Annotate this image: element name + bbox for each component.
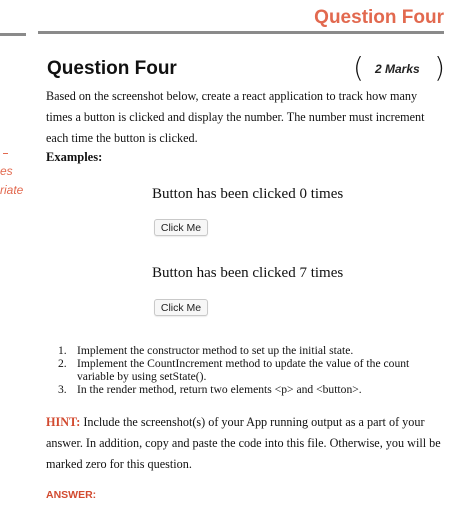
right-bracket-icon: )	[434, 51, 445, 84]
instruction-steps	[58, 344, 444, 396]
example-1-text: Button has been clicked 0 times	[152, 186, 344, 202]
marks-text: 2 Marks	[375, 62, 420, 76]
step-1-number: 1.	[58, 344, 67, 357]
step-2-number: 2.	[58, 357, 67, 370]
examples-label: Examples:	[46, 150, 103, 164]
hint-paragraph	[46, 412, 446, 475]
marks-badge	[353, 51, 445, 84]
question-description: Based on the screenshot below, create a react application to track how many times a button is clicked and display the number. The number must increment each time the button is clicked.	[46, 89, 425, 145]
sidebar-fragment-2: riate	[0, 183, 24, 197]
example-1-click-button[interactable]: Click Me	[154, 219, 208, 236]
example-2-text: Button has been clicked 7 times	[152, 265, 344, 281]
step-2	[58, 357, 444, 383]
header-rule	[38, 31, 444, 34]
section-header-title: Question Four	[314, 7, 444, 28]
step-3	[58, 383, 444, 396]
step-2-text: Implement the CountIncrement method to update the value of the count variable by using setState().	[77, 357, 410, 383]
sidebar-fragment-1: es	[0, 164, 13, 178]
answer-label: ANSWER:	[46, 489, 97, 501]
hint-label: HINT:	[46, 415, 81, 429]
step-3-text: In the render method, return two elements <p> and <button>.	[77, 383, 362, 396]
left-bracket-icon: (	[353, 51, 364, 84]
hint-text: Include the screenshot(s) of your App running output as a part of your answer. In addition, copy and paste the code into this file. Otherwise, you will be marked zero for this question.	[46, 415, 441, 471]
step-3-number: 3.	[58, 383, 67, 396]
question-title: Question Four	[47, 58, 177, 79]
step-1	[58, 344, 444, 357]
header-rule-left	[0, 33, 26, 36]
sidebar-dash	[3, 153, 8, 154]
step-1-text: Implement the constructor method to set up the initial state.	[77, 344, 354, 357]
example-2-click-button[interactable]: Click Me	[154, 299, 208, 316]
